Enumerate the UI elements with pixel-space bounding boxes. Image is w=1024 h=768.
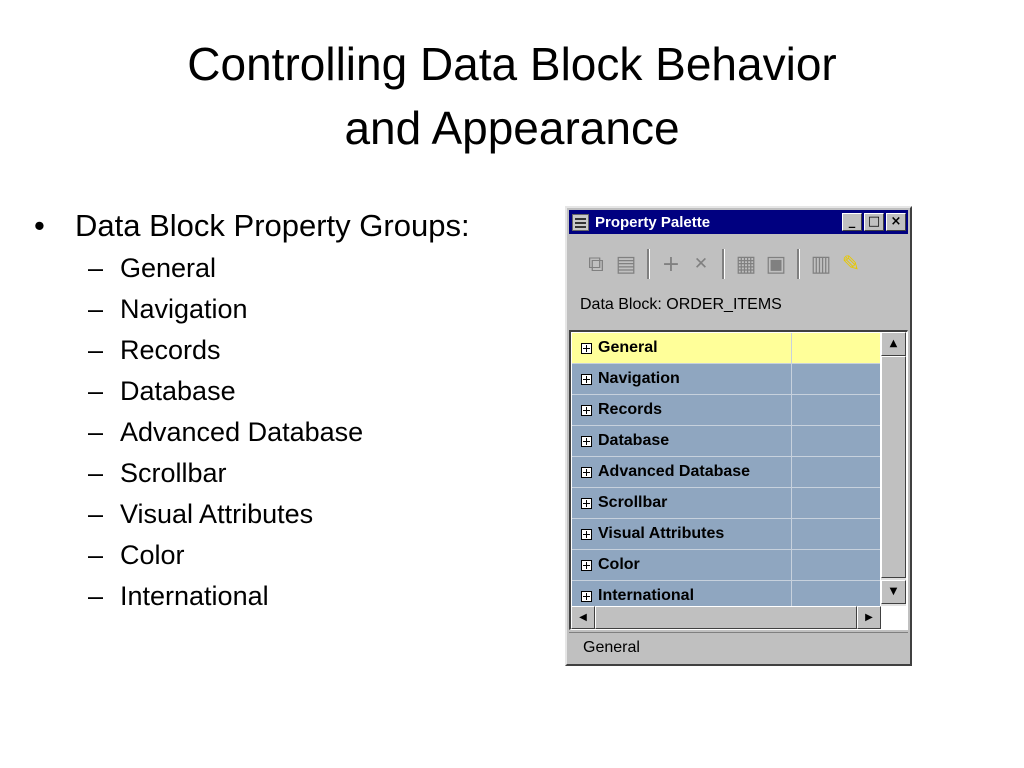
property-group-row[interactable]	[572, 457, 880, 488]
slide-title	[0, 32, 1024, 160]
expand-plus-icon[interactable]	[581, 560, 592, 571]
property-group-name: Navigation	[598, 370, 680, 387]
bullet-list	[34, 206, 470, 617]
sub-bullet-item	[88, 535, 470, 576]
palette-status-bar: General	[569, 632, 908, 664]
property-group-row[interactable]	[572, 488, 880, 519]
close-button[interactable]: ×	[886, 213, 906, 231]
palette-title: Property Palette	[595, 213, 711, 231]
expand-plus-icon[interactable]	[581, 436, 592, 447]
palette-toolbar	[581, 244, 912, 284]
sub-bullet-text: International	[120, 581, 269, 611]
sub-bullet-text: Navigation	[120, 294, 248, 324]
sub-bullet-item	[88, 494, 470, 535]
dash-icon: –	[88, 499, 104, 529]
toolbar-separator	[722, 249, 725, 279]
property-grid	[569, 330, 908, 630]
slide-title-line-1: Controlling Data Block Behavior	[187, 38, 837, 90]
sub-bullet-item	[88, 289, 470, 330]
maximize-button[interactable]: □	[864, 213, 884, 231]
expand-plus-icon[interactable]	[581, 498, 592, 509]
expand-plus-icon[interactable]	[581, 374, 592, 385]
dash-icon: –	[88, 253, 104, 283]
scroll-right-icon[interactable]: ▶	[857, 606, 881, 629]
sub-bullet-item	[88, 248, 470, 289]
freeze-icon[interactable]: ✎	[841, 251, 861, 277]
horizontal-scrollbar[interactable]	[571, 606, 881, 629]
sub-bullet-item	[88, 576, 470, 617]
property-group-row[interactable]	[572, 550, 880, 581]
sub-bullet-text: Visual Attributes	[120, 499, 314, 529]
property-group-row[interactable]	[572, 426, 880, 457]
scroll-up-icon[interactable]: ▲	[881, 332, 906, 356]
property-group-row[interactable]	[572, 333, 880, 364]
property-value[interactable]	[792, 364, 880, 394]
property-group-name: Database	[598, 432, 670, 449]
property-group-name: Visual Attributes	[598, 525, 725, 542]
paste-properties-icon[interactable]: ▤	[615, 251, 637, 277]
sub-bullet-text: Database	[120, 376, 236, 406]
vertical-scrollbar[interactable]	[881, 332, 906, 608]
dash-icon: –	[88, 376, 104, 406]
intersection-icon[interactable]: ▣	[765, 251, 787, 277]
scroll-left-icon[interactable]: ◀	[571, 606, 595, 629]
property-value[interactable]	[792, 519, 880, 549]
scroll-down-icon[interactable]: ▼	[881, 580, 906, 604]
sub-bullet-item	[88, 412, 470, 453]
property-group-row[interactable]	[572, 395, 880, 426]
minimize-button[interactable]: _	[842, 213, 862, 231]
expand-plus-icon[interactable]	[581, 467, 592, 478]
property-value[interactable]	[792, 488, 880, 518]
sub-bullet-text: Scrollbar	[120, 458, 227, 488]
expand-plus-icon[interactable]	[581, 591, 592, 602]
sub-bullet-text: Records	[120, 335, 221, 365]
dash-icon: –	[88, 417, 104, 447]
copy-properties-icon[interactable]: ⧉	[588, 251, 604, 277]
slide-title-line-2: and Appearance	[344, 102, 680, 154]
dash-icon: –	[88, 581, 104, 611]
sub-bullet-list	[88, 248, 470, 617]
property-palette-window	[565, 206, 912, 666]
dash-icon: –	[88, 294, 104, 324]
property-group-name: Records	[598, 401, 663, 418]
property-group-name: International	[598, 587, 695, 604]
vertical-scroll-thumb[interactable]	[881, 356, 906, 578]
add-property-icon[interactable]: +	[661, 251, 681, 277]
palette-title-bar[interactable]	[569, 210, 908, 234]
expand-plus-icon[interactable]	[581, 405, 592, 416]
union-icon[interactable]: ▦	[735, 251, 757, 277]
property-group-row[interactable]	[572, 364, 880, 395]
property-value[interactable]	[792, 550, 880, 580]
bullet-item	[34, 206, 470, 246]
expand-plus-icon[interactable]	[581, 343, 592, 354]
property-group-name: Scrollbar	[598, 494, 668, 511]
data-block-label: Data Block: ORDER_ITEMS	[580, 296, 782, 313]
toolbar-separator	[647, 249, 650, 279]
property-value[interactable]	[792, 333, 880, 363]
sub-bullet-item	[88, 330, 470, 371]
dash-icon: –	[88, 458, 104, 488]
property-value[interactable]	[792, 395, 880, 425]
scroll-corner	[881, 606, 906, 629]
property-value[interactable]	[792, 457, 880, 487]
bullet-text: Data Block Property Groups:	[75, 208, 470, 243]
property-group-row[interactable]	[572, 519, 880, 550]
property-group-name: General	[598, 339, 658, 356]
toolbar-separator	[797, 249, 800, 279]
horizontal-scroll-thumb[interactable]	[595, 606, 857, 629]
dash-icon: –	[88, 540, 104, 570]
property-group-name: Advanced Database	[598, 463, 751, 480]
property-value[interactable]	[792, 426, 880, 456]
sub-bullet-text: Advanced Database	[120, 417, 364, 447]
palette-app-icon[interactable]	[572, 214, 589, 231]
sub-bullet-item	[88, 453, 470, 494]
property-group-name: Color	[598, 556, 640, 573]
property-rows	[572, 333, 880, 612]
dash-icon: –	[88, 335, 104, 365]
sub-bullet-item	[88, 371, 470, 412]
bullet-dot-icon: •	[34, 208, 45, 243]
sub-bullet-text: General	[120, 253, 217, 283]
expand-plus-icon[interactable]	[581, 529, 592, 540]
sub-bullet-text: Color	[120, 540, 185, 570]
inherit-icon[interactable]: ▥	[810, 251, 832, 277]
delete-property-icon[interactable]: ✕	[693, 254, 709, 274]
